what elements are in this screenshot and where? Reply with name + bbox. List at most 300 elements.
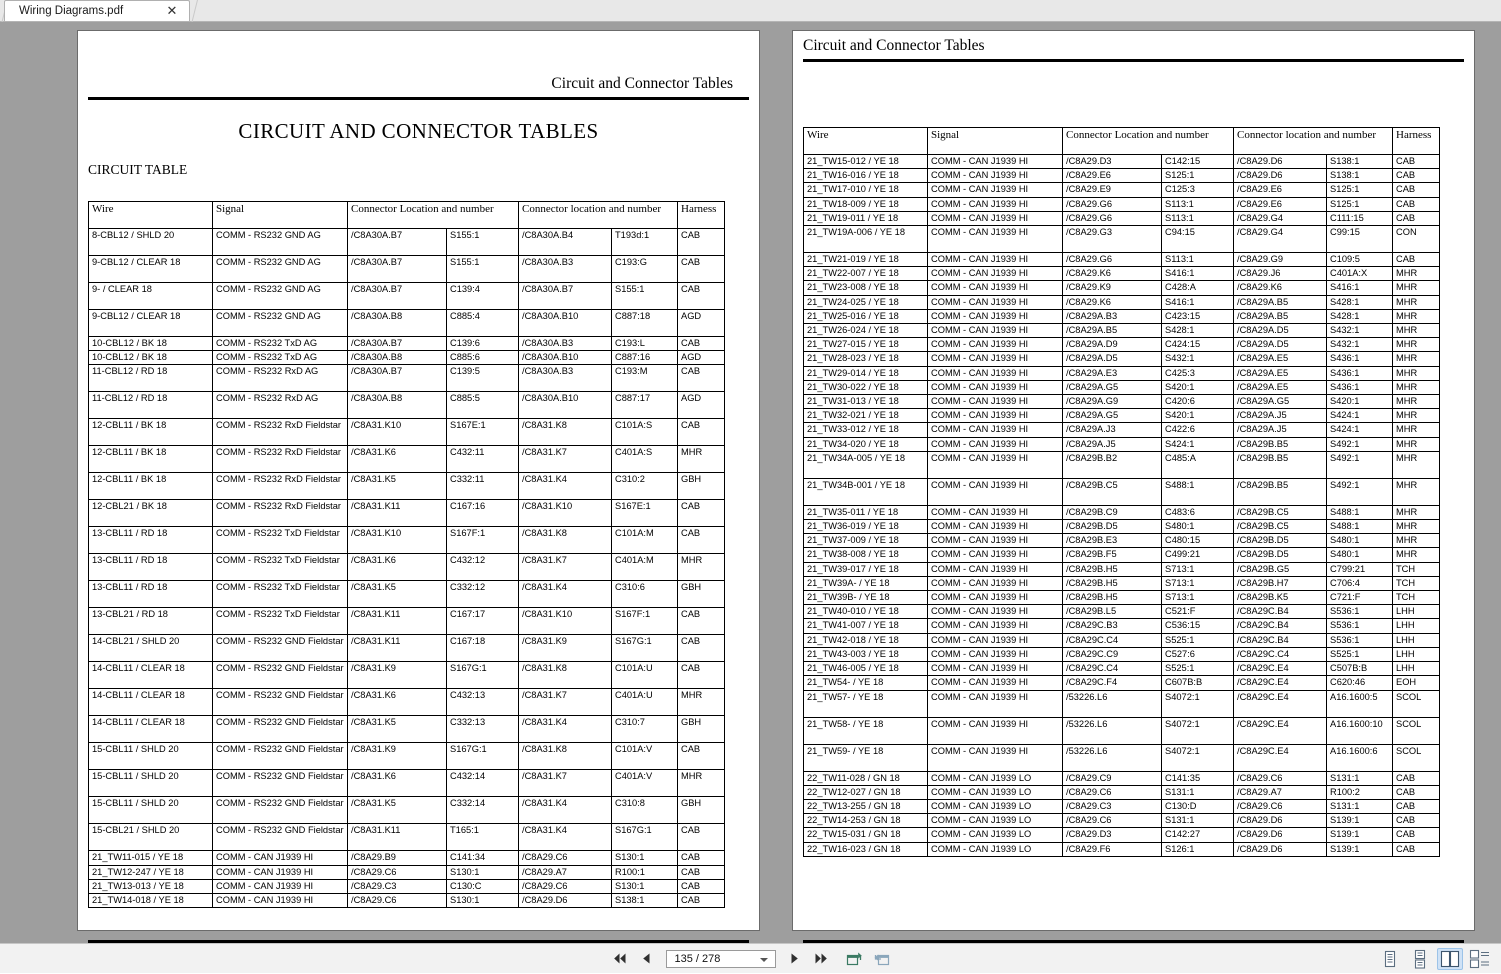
table-cell: C139:5 bbox=[447, 365, 519, 392]
table-cell: /C8A29A.D5 bbox=[1063, 352, 1162, 366]
table-cell: C142:27 bbox=[1162, 828, 1234, 842]
table-cell: 21_TW24-025 / YE 18 bbox=[804, 295, 928, 309]
table-cell: /C8A31.K4 bbox=[519, 473, 612, 500]
table-cell: /C8A31.K11 bbox=[348, 824, 447, 851]
table-cell: AGD bbox=[678, 392, 725, 419]
table-cell: CAB bbox=[1393, 814, 1440, 828]
table-cell: /C8A31.K4 bbox=[519, 824, 612, 851]
table-cell: S536:1 bbox=[1327, 605, 1393, 619]
last-page-icon[interactable] bbox=[812, 949, 832, 969]
table-cell: C101A:U bbox=[612, 662, 678, 689]
table-cell: /C8A29.D6 bbox=[1234, 828, 1327, 842]
table-header-cell: Signal bbox=[928, 128, 1063, 155]
table-cell: 21_TW11-015 / YE 18 bbox=[89, 851, 213, 865]
table-cell: 14-CBL21 / SHLD 20 bbox=[89, 635, 213, 662]
table-cell: /C8A29A.J3 bbox=[1063, 423, 1162, 437]
table-cell: MHR bbox=[1393, 324, 1440, 338]
table-cell: LHH bbox=[1393, 633, 1440, 647]
view-mode-group bbox=[1377, 944, 1493, 974]
table-cell: /C8A29.G4 bbox=[1234, 211, 1327, 225]
table-cell: COMM - CAN J1939 HI bbox=[213, 851, 348, 865]
table-cell: S432:1 bbox=[1327, 324, 1393, 338]
table-cell: COMM - CAN J1939 HI bbox=[928, 534, 1063, 548]
table-cell: 21_TW40-010 / YE 18 bbox=[804, 605, 928, 619]
table-cell: /C8A31.K4 bbox=[519, 716, 612, 743]
table-row bbox=[804, 197, 1440, 211]
table-cell: S139:1 bbox=[1327, 842, 1393, 856]
table-cell: MHR bbox=[1393, 520, 1440, 534]
table-cell: COMM - CAN J1939 HI bbox=[928, 338, 1063, 352]
page-number-value: 135 / 278 bbox=[674, 952, 721, 965]
table-cell: MHR bbox=[1393, 395, 1440, 409]
table-cell: C424:15 bbox=[1162, 338, 1234, 352]
table-row bbox=[89, 662, 725, 689]
table-cell: CAB bbox=[678, 365, 725, 392]
table-cell: 9-CBL12 / CLEAR 18 bbox=[89, 310, 213, 337]
table-cell: C142:15 bbox=[1162, 155, 1234, 169]
table-cell: 12-CBL11 / BK 18 bbox=[89, 419, 213, 446]
table-cell: /C8A29.D6 bbox=[1234, 169, 1327, 183]
table-cell: /C8A31.K7 bbox=[519, 446, 612, 473]
table-cell: C94:15 bbox=[1162, 226, 1234, 253]
table-cell: 13-CBL21 / RD 18 bbox=[89, 608, 213, 635]
table-cell: C401A:X bbox=[1327, 267, 1393, 281]
table-cell: C401A:S bbox=[612, 446, 678, 473]
table-cell: COMM - RS232 GND Fieldstar bbox=[213, 662, 348, 689]
table-cell: COMM - CAN J1939 LO bbox=[928, 799, 1063, 813]
table-cell: /C8A29B.K5 bbox=[1234, 591, 1327, 605]
table-cell: CAB bbox=[678, 635, 725, 662]
table-cell: SCOL bbox=[1393, 744, 1440, 771]
table-row bbox=[804, 478, 1440, 505]
table-cell: /C8A31.K5 bbox=[348, 581, 447, 608]
table-cell: 12-CBL11 / BK 18 bbox=[89, 473, 213, 500]
table-cell: S155:1 bbox=[447, 256, 519, 283]
table-cell: C101A:V bbox=[612, 743, 678, 770]
table-row bbox=[804, 226, 1440, 253]
header-rule-left bbox=[88, 97, 749, 100]
table-row bbox=[804, 534, 1440, 548]
table-cell: A16.1600:6 bbox=[1327, 744, 1393, 771]
table-cell: COMM - CAN J1939 HI bbox=[928, 380, 1063, 394]
table-cell: /C8A31.K9 bbox=[348, 743, 447, 770]
table-cell: COMM - CAN J1939 HI bbox=[928, 505, 1063, 519]
table-cell: C485:A bbox=[1162, 451, 1234, 478]
table-cell: S167E:1 bbox=[612, 500, 678, 527]
table-cell: C422:6 bbox=[1162, 423, 1234, 437]
page-navigation-group bbox=[0, 944, 1501, 974]
table-header-cell: Harness bbox=[678, 202, 725, 229]
table-cell: C167:16 bbox=[447, 500, 519, 527]
table-cell: COMM - CAN J1939 HI bbox=[213, 879, 348, 893]
table-cell: C111:15 bbox=[1327, 211, 1393, 225]
table-cell: COMM - RS232 GND AG bbox=[213, 256, 348, 283]
table-cell: S480:1 bbox=[1162, 520, 1234, 534]
table-row bbox=[89, 527, 725, 554]
table-cell: CAB bbox=[1393, 169, 1440, 183]
table-cell: COMM - CAN J1939 LO bbox=[928, 842, 1063, 856]
table-cell: 22_TW11-028 / GN 18 bbox=[804, 771, 928, 785]
table-cell: 9- / CLEAR 18 bbox=[89, 283, 213, 310]
table-header-cell: Wire bbox=[804, 128, 928, 155]
table-cell: S138:1 bbox=[612, 894, 678, 908]
table-cell: R100:1 bbox=[612, 865, 678, 879]
table-cell: /C8A29C.E4 bbox=[1234, 690, 1327, 717]
table-row bbox=[89, 419, 725, 446]
table-cell: /C8A29.A7 bbox=[519, 865, 612, 879]
table-cell: /C8A29.C3 bbox=[348, 879, 447, 893]
table-cell: 21_TW29-014 / YE 18 bbox=[804, 366, 928, 380]
table-row bbox=[804, 744, 1440, 771]
table-cell: MHR bbox=[1393, 505, 1440, 519]
table-header-cell: Wire bbox=[89, 202, 213, 229]
table-cell: MHR bbox=[1393, 281, 1440, 295]
table-cell: /C8A29.A7 bbox=[1234, 785, 1327, 799]
table-cell: 21_TW57- / YE 18 bbox=[804, 690, 928, 717]
table-cell: S424:1 bbox=[1327, 409, 1393, 423]
table-cell: S4072:1 bbox=[1162, 690, 1234, 717]
table-cell: S113:1 bbox=[1162, 211, 1234, 225]
table-cell: CAB bbox=[678, 894, 725, 908]
page-number-input[interactable] bbox=[666, 950, 776, 968]
table-cell: /C8A29.C9 bbox=[1063, 771, 1162, 785]
table-row bbox=[89, 256, 725, 283]
table-cell: CAB bbox=[1393, 771, 1440, 785]
continuous-scroll-view-icon[interactable] bbox=[1407, 948, 1433, 970]
table-cell: T165:1 bbox=[447, 824, 519, 851]
table-cell: R100:2 bbox=[1327, 785, 1393, 799]
table-row bbox=[804, 380, 1440, 394]
table-cell: C139:6 bbox=[447, 337, 519, 351]
previous-view-icon[interactable] bbox=[845, 949, 865, 969]
table-row bbox=[89, 770, 725, 797]
table-cell: COMM - CAN J1939 HI bbox=[928, 395, 1063, 409]
table-cell: COMM - CAN J1939 HI bbox=[928, 324, 1063, 338]
table-cell: COMM - CAN J1939 HI bbox=[928, 647, 1063, 661]
table-cell: /C8A31.K6 bbox=[348, 689, 447, 716]
table-header-cell: Signal bbox=[213, 202, 348, 229]
table-cell: C130:C bbox=[447, 879, 519, 893]
table-cell: S436:1 bbox=[1327, 352, 1393, 366]
table-cell: 21_TW36-019 / YE 18 bbox=[804, 520, 928, 534]
table-cell: /C8A29C.C4 bbox=[1063, 662, 1162, 676]
table-cell: /C8A29B.C5 bbox=[1234, 505, 1327, 519]
table-cell: S125:1 bbox=[1162, 169, 1234, 183]
table-row bbox=[804, 338, 1440, 352]
table-row bbox=[89, 743, 725, 770]
table-cell: S155:1 bbox=[447, 229, 519, 256]
table-cell: LHH bbox=[1393, 647, 1440, 661]
table-cell: S488:1 bbox=[1327, 520, 1393, 534]
table-row bbox=[804, 717, 1440, 744]
table-row bbox=[804, 633, 1440, 647]
table-cell: 21_TW13-013 / YE 18 bbox=[89, 879, 213, 893]
table-cell: 21_TW35-011 / YE 18 bbox=[804, 505, 928, 519]
table-cell: C887:18 bbox=[612, 310, 678, 337]
table-cell: /C8A29B.B5 bbox=[1234, 451, 1327, 478]
two-page-scroll-view-icon[interactable] bbox=[1467, 948, 1493, 970]
table-cell: S428:1 bbox=[1327, 309, 1393, 323]
table-row bbox=[804, 169, 1440, 183]
table-cell: S492:1 bbox=[1327, 478, 1393, 505]
table-cell: GBH bbox=[678, 581, 725, 608]
table-cell: COMM - CAN J1939 HI bbox=[928, 437, 1063, 451]
table-header-cell: Connector Location and number bbox=[1063, 128, 1234, 155]
table-cell: GBH bbox=[678, 473, 725, 500]
table-row bbox=[804, 395, 1440, 409]
table-cell: S713:1 bbox=[1162, 591, 1234, 605]
table-cell: COMM - CAN J1939 HI bbox=[928, 520, 1063, 534]
table-cell: 21_TW37-009 / YE 18 bbox=[804, 534, 928, 548]
table-cell: /C8A29A.E5 bbox=[1234, 380, 1327, 394]
table-cell: 15-CBL21 / SHLD 20 bbox=[89, 824, 213, 851]
table-cell: /C8A31.K11 bbox=[348, 500, 447, 527]
table-cell: C887:16 bbox=[612, 351, 678, 365]
table-cell: S4072:1 bbox=[1162, 717, 1234, 744]
table-cell: 13-CBL11 / RD 18 bbox=[89, 527, 213, 554]
table-cell: 22_TW12-027 / GN 18 bbox=[804, 785, 928, 799]
table-cell: 11-CBL12 / RD 18 bbox=[89, 365, 213, 392]
table-row bbox=[804, 295, 1440, 309]
table-cell: /C8A30A.B7 bbox=[519, 283, 612, 310]
table-cell: COMM - CAN J1939 HI bbox=[928, 309, 1063, 323]
table-row bbox=[804, 211, 1440, 225]
table-cell: /C8A29A.J5 bbox=[1063, 437, 1162, 451]
table-cell: CAB bbox=[678, 608, 725, 635]
table-cell: 21_TW30-022 / YE 18 bbox=[804, 380, 928, 394]
table-cell: COMM - CAN J1939 HI bbox=[213, 894, 348, 908]
table-cell: /C8A30A.B3 bbox=[519, 365, 612, 392]
table-cell: 22_TW14-253 / GN 18 bbox=[804, 814, 928, 828]
table-cell: C332:14 bbox=[447, 797, 519, 824]
table-cell: 22_TW13-255 / GN 18 bbox=[804, 799, 928, 813]
table-cell: COMM - CAN J1939 HI bbox=[928, 548, 1063, 562]
table-cell: /C8A31.K10 bbox=[519, 608, 612, 635]
table-cell: CAB bbox=[1393, 211, 1440, 225]
table-cell: 21_TW19-011 / YE 18 bbox=[804, 211, 928, 225]
table-cell: /C8A29A.E5 bbox=[1234, 352, 1327, 366]
table-row bbox=[89, 365, 725, 392]
table-row bbox=[89, 392, 725, 419]
table-cell: 21_TW27-015 / YE 18 bbox=[804, 338, 928, 352]
pdf-bottom-toolbar bbox=[0, 943, 1501, 973]
table-cell: 21_TW18-009 / YE 18 bbox=[804, 197, 928, 211]
table-cell: /C8A31.K8 bbox=[519, 662, 612, 689]
table-cell: MHR bbox=[1393, 478, 1440, 505]
table-cell: S113:1 bbox=[1162, 197, 1234, 211]
table-cell: S492:1 bbox=[1327, 451, 1393, 478]
table-cell: /C8A31.K6 bbox=[348, 770, 447, 797]
table-cell: C101A:M bbox=[612, 527, 678, 554]
table-cell: 13-CBL11 / RD 18 bbox=[89, 554, 213, 581]
table-cell: S432:1 bbox=[1327, 338, 1393, 352]
table-cell: S525:1 bbox=[1162, 633, 1234, 647]
table-row bbox=[89, 851, 725, 865]
table-row bbox=[804, 267, 1440, 281]
table-cell: 12-CBL21 / BK 18 bbox=[89, 500, 213, 527]
table-cell: CAB bbox=[678, 419, 725, 446]
section-title-left: CIRCUIT TABLE bbox=[88, 162, 188, 177]
table-cell: S420:1 bbox=[1162, 380, 1234, 394]
table-cell: MHR bbox=[1393, 451, 1440, 478]
table-cell: 21_TW16-016 / YE 18 bbox=[804, 169, 928, 183]
table-cell: /C8A29A.B5 bbox=[1234, 295, 1327, 309]
first-page-icon[interactable] bbox=[610, 949, 630, 969]
table-cell: /C8A29C.C4 bbox=[1234, 647, 1327, 661]
table-header-cell: Harness bbox=[1393, 128, 1440, 155]
table-cell: LHH bbox=[1393, 605, 1440, 619]
table-cell: /C8A31.K11 bbox=[348, 608, 447, 635]
table-cell: CAB bbox=[678, 662, 725, 689]
table-cell: MHR bbox=[1393, 380, 1440, 394]
table-cell: S713:1 bbox=[1162, 576, 1234, 590]
table-row bbox=[804, 183, 1440, 197]
table-cell: COMM - RS232 GND AG bbox=[213, 310, 348, 337]
table-row bbox=[89, 716, 725, 743]
table-cell: /C8A31.K10 bbox=[348, 419, 447, 446]
table-cell: 21_TW23-008 / YE 18 bbox=[804, 281, 928, 295]
next-page-icon[interactable] bbox=[785, 949, 805, 969]
table-cell: /C8A31.K7 bbox=[519, 770, 612, 797]
table-cell: MHR bbox=[1393, 309, 1440, 323]
table-row bbox=[804, 548, 1440, 562]
close-icon[interactable]: ✕ bbox=[166, 3, 178, 18]
table-cell: C101A:S bbox=[612, 419, 678, 446]
table-cell: COMM - RS232 RxD Fieldstar bbox=[213, 419, 348, 446]
document-tab[interactable] bbox=[4, 0, 190, 21]
table-cell: /C8A30A.B3 bbox=[519, 337, 612, 351]
table-cell: 21_TW34B-001 / YE 18 bbox=[804, 478, 928, 505]
table-cell: /C8A29C.C4 bbox=[1063, 633, 1162, 647]
table-cell: 21_TW59- / YE 18 bbox=[804, 744, 928, 771]
table-cell: S428:1 bbox=[1327, 295, 1393, 309]
table-cell: 21_TW54- / YE 18 bbox=[804, 676, 928, 690]
table-cell: 21_TW21-019 / YE 18 bbox=[804, 253, 928, 267]
table-cell: C141:35 bbox=[1162, 771, 1234, 785]
table-cell: COMM - CAN J1939 HI bbox=[928, 197, 1063, 211]
table-cell: COMM - CAN J1939 HI bbox=[928, 155, 1063, 169]
table-cell: C401A:U bbox=[612, 689, 678, 716]
table-cell: S125:1 bbox=[1327, 183, 1393, 197]
table-cell: CAB bbox=[1393, 799, 1440, 813]
table-cell: TCH bbox=[1393, 562, 1440, 576]
table-cell: COMM - RS232 TxD Fieldstar bbox=[213, 608, 348, 635]
table-cell: /C8A29A.D5 bbox=[1234, 338, 1327, 352]
table-row bbox=[804, 690, 1440, 717]
table-cell: COMM - CAN J1939 HI bbox=[928, 662, 1063, 676]
table-cell: /C8A29B.G5 bbox=[1234, 562, 1327, 576]
table-cell: COMM - CAN J1939 HI bbox=[928, 183, 1063, 197]
table-cell: S139:1 bbox=[1327, 828, 1393, 842]
table-row bbox=[89, 635, 725, 662]
two-page-view-icon[interactable] bbox=[1437, 948, 1463, 970]
table-cell: C428:A bbox=[1162, 281, 1234, 295]
table-cell: COMM - CAN J1939 LO bbox=[928, 785, 1063, 799]
table-cell: 15-CBL11 / SHLD 20 bbox=[89, 797, 213, 824]
pdf-viewer-canvas[interactable] bbox=[0, 22, 1501, 943]
table-cell: MHR bbox=[1393, 423, 1440, 437]
table-cell: 21_TW33-012 / YE 18 bbox=[804, 423, 928, 437]
table-header-cell: Connector location and number bbox=[1234, 128, 1393, 155]
table-cell: S432:1 bbox=[1162, 352, 1234, 366]
table-cell: COMM - CAN J1939 HI bbox=[928, 619, 1063, 633]
table-cell: /C8A29A.E5 bbox=[1234, 366, 1327, 380]
table-cell: S130:1 bbox=[612, 879, 678, 893]
table-cell: C310:2 bbox=[612, 473, 678, 500]
table-cell: CAB bbox=[678, 743, 725, 770]
table-cell: C401A:M bbox=[612, 554, 678, 581]
table-row bbox=[804, 520, 1440, 534]
table-cell: T193d:1 bbox=[612, 229, 678, 256]
table-cell: /C8A29B.F5 bbox=[1063, 548, 1162, 562]
table-cell: COMM - CAN J1939 HI bbox=[928, 423, 1063, 437]
table-cell: CAB bbox=[1393, 253, 1440, 267]
table-cell: /C8A30A.B10 bbox=[519, 392, 612, 419]
table-cell: /C8A29B.B5 bbox=[1234, 478, 1327, 505]
tab-right-slant bbox=[190, 1, 200, 21]
table-cell: COMM - CAN J1939 HI bbox=[928, 281, 1063, 295]
table-cell: C885:6 bbox=[447, 351, 519, 365]
table-cell: COMM - RS232 GND Fieldstar bbox=[213, 770, 348, 797]
table-cell: S492:1 bbox=[1327, 437, 1393, 451]
table-cell: /C8A29.C6 bbox=[1063, 785, 1162, 799]
table-cell: 21_TW26-024 / YE 18 bbox=[804, 324, 928, 338]
table-row bbox=[89, 894, 725, 908]
table-cell: C193:L bbox=[612, 337, 678, 351]
table-cell: /C8A30A.B10 bbox=[519, 310, 612, 337]
table-cell: MHR bbox=[1393, 352, 1440, 366]
table-cell: CAB bbox=[1393, 183, 1440, 197]
table-cell: S488:1 bbox=[1162, 478, 1234, 505]
table-cell: /C8A29A.J5 bbox=[1234, 423, 1327, 437]
table-cell: C887:17 bbox=[612, 392, 678, 419]
table-cell: C420:6 bbox=[1162, 395, 1234, 409]
table-cell: COMM - CAN J1939 HI bbox=[928, 211, 1063, 225]
table-cell: MHR bbox=[1393, 548, 1440, 562]
table-cell: /C8A29.B9 bbox=[348, 851, 447, 865]
table-cell: C432:11 bbox=[447, 446, 519, 473]
table-cell: /C8A29.C6 bbox=[1234, 771, 1327, 785]
document-tab-label: Wiring Diagrams.pdf bbox=[19, 5, 124, 17]
table-cell: COMM - CAN J1939 LO bbox=[928, 814, 1063, 828]
table-cell: /C8A29A.D5 bbox=[1234, 324, 1327, 338]
table-cell: /C8A29.D3 bbox=[1063, 155, 1162, 169]
previous-page-icon[interactable] bbox=[637, 949, 657, 969]
table-cell: /C8A31.K5 bbox=[348, 473, 447, 500]
table-cell: /C8A31.K4 bbox=[519, 581, 612, 608]
next-view-icon[interactable] bbox=[872, 949, 892, 969]
table-cell: C706:4 bbox=[1327, 576, 1393, 590]
table-cell: /C8A30A.B7 bbox=[348, 229, 447, 256]
table-cell: 10-CBL12 / BK 18 bbox=[89, 337, 213, 351]
table-cell: COMM - CAN J1939 HI bbox=[928, 562, 1063, 576]
table-row bbox=[804, 576, 1440, 590]
table-cell: 21_TW39B- / YE 18 bbox=[804, 591, 928, 605]
table-row bbox=[89, 879, 725, 893]
table-cell: /C8A31.K6 bbox=[348, 446, 447, 473]
table-cell: 15-CBL11 / SHLD 20 bbox=[89, 743, 213, 770]
table-row bbox=[804, 814, 1440, 828]
table-cell: /C8A29B.D5 bbox=[1063, 520, 1162, 534]
table-cell: /C8A31.K8 bbox=[519, 419, 612, 446]
table-cell: /C8A29.E9 bbox=[1063, 183, 1162, 197]
table-cell: S536:1 bbox=[1327, 633, 1393, 647]
table-cell: /C8A29A.B5 bbox=[1063, 324, 1162, 338]
table-cell: MHR bbox=[1393, 409, 1440, 423]
table-cell: 9-CBL12 / CLEAR 18 bbox=[89, 256, 213, 283]
single-page-view-icon[interactable] bbox=[1377, 948, 1403, 970]
chevron-down-icon[interactable] bbox=[760, 958, 768, 962]
